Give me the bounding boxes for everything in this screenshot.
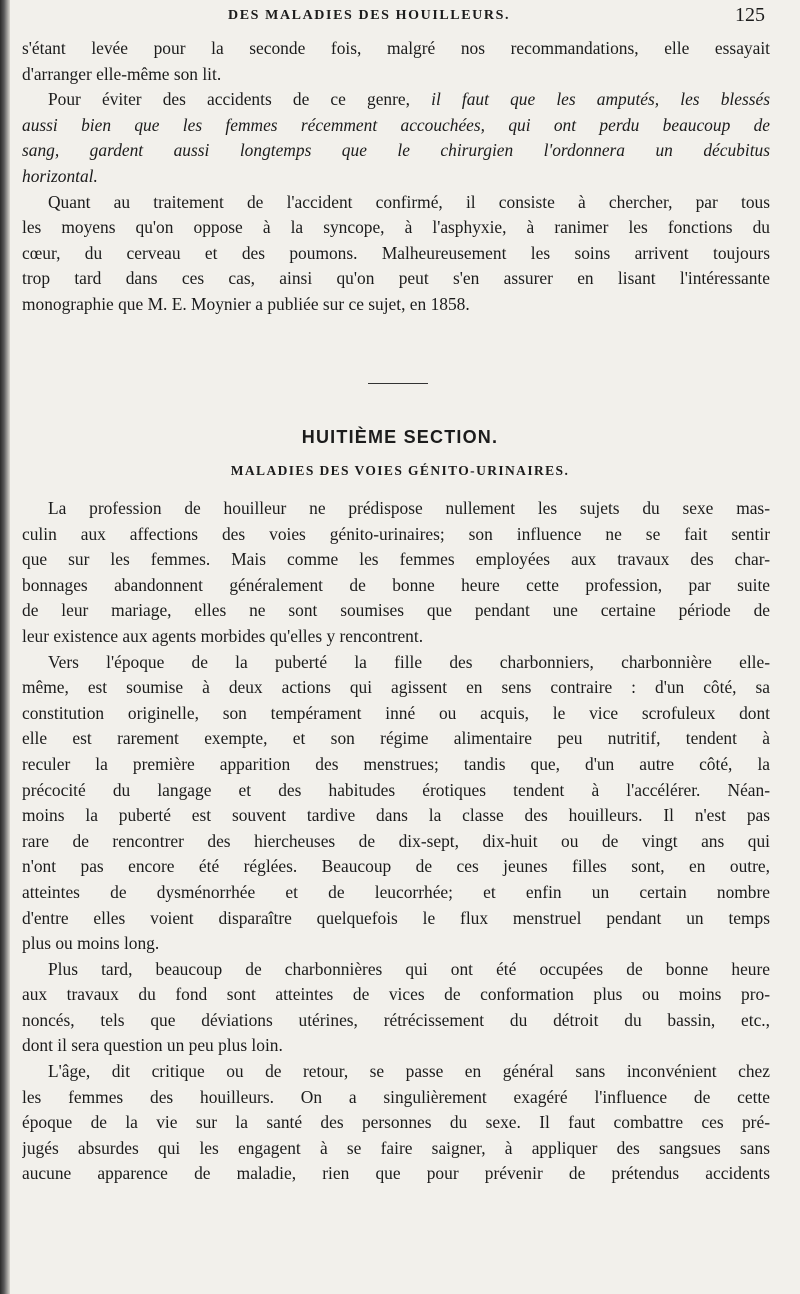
text-line: reculer la première apparition des menstrues; tandis que, d'un autre côté, la (22, 753, 770, 774)
text-line: jugés absurdes qui les engagent à se faire saigner, à appliquer des sangsues sans (22, 1137, 770, 1158)
text-line: elle est rarement exempte, et son régime alimentaire peu nutritif, tendent à (22, 728, 770, 749)
text-line: de leur mariage, elles ne sont soumises que pendant une certaine période de (22, 600, 770, 621)
text-line: rare de rencontrer des hiercheuses de dix-sept, dix-huit ou de vingt ans qui (22, 830, 770, 851)
running-title: DES MALADIES DES HOUILLEURS. (228, 8, 511, 23)
text-line: constitution originelle, son tempérament inné ou acquis, le vice scrofuleux dont (22, 702, 770, 723)
text-line: La profession de houilleur ne prédispose nullement les sujets du sexe mas- (48, 498, 770, 518)
text-line: les moyens qu'on oppose à la syncope, à l'asphyxie, à ranimer les fonctions du (22, 217, 770, 238)
binding-edge (0, 0, 10, 1294)
text-line: les femmes des houilleurs. On a singulièrement exagéré l'influence de cette (22, 1086, 770, 1107)
text-line: noncés, tels que déviations utérines, rétrécissement du détroit du bassin, etc., (22, 1009, 770, 1030)
text-line: moins la puberté est souvent tardive dans la classe des houilleurs. Il n'est pas (22, 805, 770, 826)
text-line: n'ont pas encore été réglées. Beaucoup de ces jeunes filles sont, en outre, (22, 856, 770, 877)
text-line (22, 87, 770, 113)
text-line: aux travaux du fond sont atteintes de vices de conformation plus ou moins pro- (22, 984, 770, 1005)
section-title: HUITIÈME SECTION. (301, 427, 499, 447)
text-line: d'entre elles voient disparaître quelquefois le flux menstruel pendant un temps (22, 907, 770, 928)
text-line: bonnages abandonnent généralement de bonne heure cette profession, par suite (22, 574, 770, 595)
text-line: précocité du langage et des habitudes érotiques tendent à l'accélérer. Néan- (22, 779, 770, 800)
text-run: Pour éviter des accidents de ce genre, (48, 89, 410, 110)
section-divider (368, 383, 428, 384)
text-line: plus ou moins long. (22, 933, 160, 954)
text-line: trop tard dans ces cas, ainsi qu'on peut s'en assurer en lisant l'intéressante (22, 268, 770, 289)
running-header (0, 4, 800, 32)
text-line: leur existence aux agents morbides qu'elles y rencontrent. (22, 625, 424, 646)
text-line: sang, gardent aussi longtemps que le chirurgien l'ordonnera un décubitus (22, 140, 770, 161)
text-line: L'âge, dit critique ou de retour, se passe en général sans inconvénient chez (48, 1061, 770, 1082)
text-line: cœur, du cerveau et des poumons. Malheureusement les soins arrivent toujours (22, 242, 770, 263)
text-line: époque de la vie sur la santé des personnes du sexe. Il faut combattre ces pré- (22, 1112, 770, 1133)
text-line: atteintes de dysménorrhée et de leucorrhée; et enfin un certain nombre (22, 881, 770, 902)
text-line: aucune apparence de maladie, rien que pour prévenir de prétendus accidents (22, 1163, 770, 1184)
text-line: dont il sera question un peu plus loin. (22, 1035, 283, 1056)
text-line: Vers l'époque de la puberté la fille des charbonniers, charbonnière elle- (48, 651, 770, 672)
text-line: s'étant levée pour la seconde fois, malgré nos recommandations, elle essayait (22, 38, 770, 58)
body-paragraphs (22, 496, 770, 1187)
top-paragraphs (22, 36, 770, 318)
text-line: d'arranger elle-même son lit. (22, 63, 222, 84)
text-line: culin aux affections des voies génito-urinaires; son influence ne se fait sentir (22, 523, 770, 544)
italic-run: il faut que les amputés, les blessés (431, 89, 770, 110)
text-line: même, est soumise à deux actions qui agissent en sens contraire : d'un côté, sa (22, 677, 770, 698)
section-subtitle: MALADIES DES VOIES GÉNITO-URINAIRES. (230, 463, 570, 478)
text-line: horizontal. (22, 165, 98, 186)
text-line: Plus tard, beaucoup de charbonnières qui ont été occupées de bonne heure (48, 958, 770, 979)
page-number: 125 (735, 4, 765, 26)
text-line: monographie que M. E. Moynier a publiée sur ce sujet, en 1858. (22, 293, 470, 314)
text-line: que sur les femmes. Mais comme les femmes employées aux travaux des char- (22, 549, 770, 570)
text-line: aussi bien que les femmes récemment accouchées, qui ont perdu beaucoup de (22, 114, 770, 135)
text-line: Quant au traitement de l'accident confirmé, il consiste à chercher, par tous (48, 191, 770, 212)
